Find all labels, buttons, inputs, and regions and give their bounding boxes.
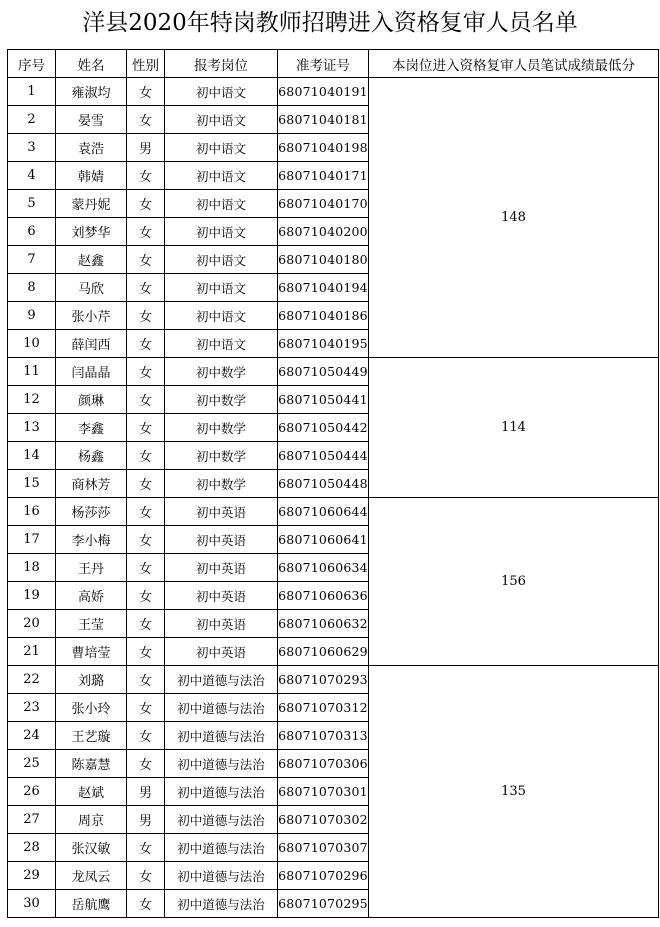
exam-id-cell: 68071050442 <box>278 414 369 442</box>
serial-cell: 19 <box>8 582 56 610</box>
table-row <box>8 358 659 386</box>
post-cell: 初中道德与法治 <box>165 834 278 862</box>
candidate-table <box>7 49 659 918</box>
name-cell: 王艺璇 <box>56 722 127 750</box>
exam-id-cell: 68071060634 <box>278 554 369 582</box>
post-cell: 初中语文 <box>165 246 278 274</box>
name-cell: 袁浩 <box>56 134 127 162</box>
serial-cell: 5 <box>8 190 56 218</box>
sex-cell: 女 <box>127 386 165 414</box>
name-cell: 杨莎莎 <box>56 498 127 526</box>
sex-cell: 男 <box>127 134 165 162</box>
sex-cell: 女 <box>127 694 165 722</box>
sex-cell: 女 <box>127 218 165 246</box>
sex-cell: 女 <box>127 302 165 330</box>
post-cell: 初中道德与法治 <box>165 862 278 890</box>
sex-cell: 女 <box>127 666 165 694</box>
post-cell: 初中英语 <box>165 610 278 638</box>
name-cell: 闫晶晶 <box>56 358 127 386</box>
sex-cell: 女 <box>127 246 165 274</box>
name-cell: 张小芹 <box>56 302 127 330</box>
serial-cell: 15 <box>8 470 56 498</box>
exam-id-cell: 68071060644 <box>278 498 369 526</box>
sex-cell: 女 <box>127 162 165 190</box>
name-cell: 赵鑫 <box>56 246 127 274</box>
exam-id-cell: 68071070295 <box>278 890 369 918</box>
sex-cell: 男 <box>127 778 165 806</box>
serial-cell: 4 <box>8 162 56 190</box>
sex-cell: 女 <box>127 498 165 526</box>
exam-id-cell: 68071070307 <box>278 834 369 862</box>
post-cell: 初中语文 <box>165 302 278 330</box>
serial-cell: 16 <box>8 498 56 526</box>
serial-cell: 21 <box>8 638 56 666</box>
serial-cell: 11 <box>8 358 56 386</box>
exam-id-cell: 68071060636 <box>278 582 369 610</box>
table-row <box>8 498 659 526</box>
sex-cell: 女 <box>127 610 165 638</box>
header-post: 报考岗位 <box>165 50 278 78</box>
sex-cell: 男 <box>127 806 165 834</box>
name-cell: 颜琳 <box>56 386 127 414</box>
serial-cell: 30 <box>8 890 56 918</box>
post-cell: 初中语文 <box>165 274 278 302</box>
name-cell: 杨鑫 <box>56 442 127 470</box>
table-header-row <box>8 50 659 78</box>
serial-cell: 28 <box>8 834 56 862</box>
name-cell: 晏雪 <box>56 106 127 134</box>
exam-id-cell: 68071070302 <box>278 806 369 834</box>
exam-id-cell: 68071040195 <box>278 330 369 358</box>
post-cell: 初中语文 <box>165 134 278 162</box>
name-cell: 刘梦华 <box>56 218 127 246</box>
exam-id-cell: 68071040170 <box>278 190 369 218</box>
name-cell: 曹培莹 <box>56 638 127 666</box>
exam-id-cell: 68071040181 <box>278 106 369 134</box>
serial-cell: 29 <box>8 862 56 890</box>
serial-cell: 13 <box>8 414 56 442</box>
exam-id-cell: 68071060641 <box>278 526 369 554</box>
post-cell: 初中道德与法治 <box>165 694 278 722</box>
name-cell: 赵斌 <box>56 778 127 806</box>
serial-cell: 7 <box>8 246 56 274</box>
post-cell: 初中道德与法治 <box>165 806 278 834</box>
serial-cell: 1 <box>8 78 56 106</box>
serial-cell: 18 <box>8 554 56 582</box>
post-cell: 初中语文 <box>165 162 278 190</box>
post-cell: 初中道德与法治 <box>165 750 278 778</box>
exam-id-cell: 68071040180 <box>278 246 369 274</box>
exam-id-cell: 68071040171 <box>278 162 369 190</box>
name-cell: 高娇 <box>56 582 127 610</box>
header-min-score: 本岗位进入资格复审人员笔试成绩最低分 <box>369 50 659 78</box>
table-row <box>8 666 659 694</box>
sex-cell: 女 <box>127 414 165 442</box>
sex-cell: 女 <box>127 106 165 134</box>
document-title: 洋县2020年特岗教师招聘进入资格复审人员名单 <box>82 10 578 36</box>
name-cell: 蒙丹妮 <box>56 190 127 218</box>
exam-id-cell: 68071070306 <box>278 750 369 778</box>
sex-cell: 女 <box>127 890 165 918</box>
name-cell: 薛闰西 <box>56 330 127 358</box>
serial-cell: 2 <box>8 106 56 134</box>
post-cell: 初中数学 <box>165 470 278 498</box>
name-cell: 张小玲 <box>56 694 127 722</box>
post-cell: 初中道德与法治 <box>165 890 278 918</box>
exam-id-cell: 68071070313 <box>278 722 369 750</box>
exam-id-cell: 68071070296 <box>278 862 369 890</box>
sex-cell: 女 <box>127 638 165 666</box>
post-cell: 初中语文 <box>165 190 278 218</box>
post-cell: 初中英语 <box>165 498 278 526</box>
serial-cell: 27 <box>8 806 56 834</box>
post-cell: 初中数学 <box>165 442 278 470</box>
min-score-cell: 135 <box>369 666 659 918</box>
sex-cell: 女 <box>127 862 165 890</box>
exam-id-cell: 68071070312 <box>278 694 369 722</box>
exam-id-cell: 68071040200 <box>278 218 369 246</box>
sex-cell: 女 <box>127 554 165 582</box>
name-cell: 王丹 <box>56 554 127 582</box>
serial-cell: 17 <box>8 526 56 554</box>
exam-id-cell: 68071070301 <box>278 778 369 806</box>
post-cell: 初中数学 <box>165 414 278 442</box>
min-score-cell: 156 <box>369 498 659 666</box>
header-exam-id: 准考证号 <box>278 50 369 78</box>
exam-id-cell: 68071040191 <box>278 78 369 106</box>
sex-cell: 女 <box>127 470 165 498</box>
serial-cell: 20 <box>8 610 56 638</box>
exam-id-cell: 68071050444 <box>278 442 369 470</box>
sex-cell: 女 <box>127 190 165 218</box>
post-cell: 初中数学 <box>165 358 278 386</box>
header-name: 姓名 <box>56 50 127 78</box>
sex-cell: 女 <box>127 442 165 470</box>
post-cell: 初中语文 <box>165 78 278 106</box>
exam-id-cell: 68071040186 <box>278 302 369 330</box>
post-cell: 初中英语 <box>165 526 278 554</box>
header-sex: 性别 <box>127 50 165 78</box>
post-cell: 初中语文 <box>165 218 278 246</box>
exam-id-cell: 68071050449 <box>278 358 369 386</box>
serial-cell: 9 <box>8 302 56 330</box>
post-cell: 初中道德与法治 <box>165 778 278 806</box>
name-cell: 李小梅 <box>56 526 127 554</box>
post-cell: 初中英语 <box>165 582 278 610</box>
sex-cell: 女 <box>127 78 165 106</box>
name-cell: 韩婧 <box>56 162 127 190</box>
serial-cell: 24 <box>8 722 56 750</box>
sex-cell: 女 <box>127 834 165 862</box>
name-cell: 马欣 <box>56 274 127 302</box>
serial-cell: 8 <box>8 274 56 302</box>
serial-cell: 10 <box>8 330 56 358</box>
serial-cell: 23 <box>8 694 56 722</box>
exam-id-cell: 68071070293 <box>278 666 369 694</box>
table-row <box>8 78 659 106</box>
serial-cell: 6 <box>8 218 56 246</box>
post-cell: 初中数学 <box>165 386 278 414</box>
post-cell: 初中语文 <box>165 106 278 134</box>
sex-cell: 女 <box>127 750 165 778</box>
sex-cell: 女 <box>127 526 165 554</box>
sex-cell: 女 <box>127 582 165 610</box>
exam-id-cell: 68071040194 <box>278 274 369 302</box>
header-serial: 序号 <box>8 50 56 78</box>
serial-cell: 26 <box>8 778 56 806</box>
serial-cell: 14 <box>8 442 56 470</box>
exam-id-cell: 68071040198 <box>278 134 369 162</box>
name-cell: 陈嘉慧 <box>56 750 127 778</box>
post-cell: 初中道德与法治 <box>165 666 278 694</box>
sex-cell: 女 <box>127 358 165 386</box>
exam-id-cell: 68071050448 <box>278 470 369 498</box>
min-score-cell: 148 <box>369 78 659 358</box>
exam-id-cell: 68071060632 <box>278 610 369 638</box>
serial-cell: 12 <box>8 386 56 414</box>
min-score-cell: 114 <box>369 358 659 498</box>
name-cell: 张汉敏 <box>56 834 127 862</box>
name-cell: 刘璐 <box>56 666 127 694</box>
sex-cell: 女 <box>127 330 165 358</box>
serial-cell: 22 <box>8 666 56 694</box>
name-cell: 商林芳 <box>56 470 127 498</box>
name-cell: 周京 <box>56 806 127 834</box>
post-cell: 初中语文 <box>165 330 278 358</box>
exam-id-cell: 68071050441 <box>278 386 369 414</box>
post-cell: 初中英语 <box>165 638 278 666</box>
name-cell: 王莹 <box>56 610 127 638</box>
post-cell: 初中道德与法治 <box>165 722 278 750</box>
table-body <box>8 78 659 918</box>
name-cell: 雍淑均 <box>56 78 127 106</box>
name-cell: 龙凤云 <box>56 862 127 890</box>
serial-cell: 3 <box>8 134 56 162</box>
name-cell: 李鑫 <box>56 414 127 442</box>
post-cell: 初中英语 <box>165 554 278 582</box>
name-cell: 岳航鹰 <box>56 890 127 918</box>
sex-cell: 女 <box>127 722 165 750</box>
serial-cell: 25 <box>8 750 56 778</box>
exam-id-cell: 68071060629 <box>278 638 369 666</box>
sex-cell: 女 <box>127 274 165 302</box>
